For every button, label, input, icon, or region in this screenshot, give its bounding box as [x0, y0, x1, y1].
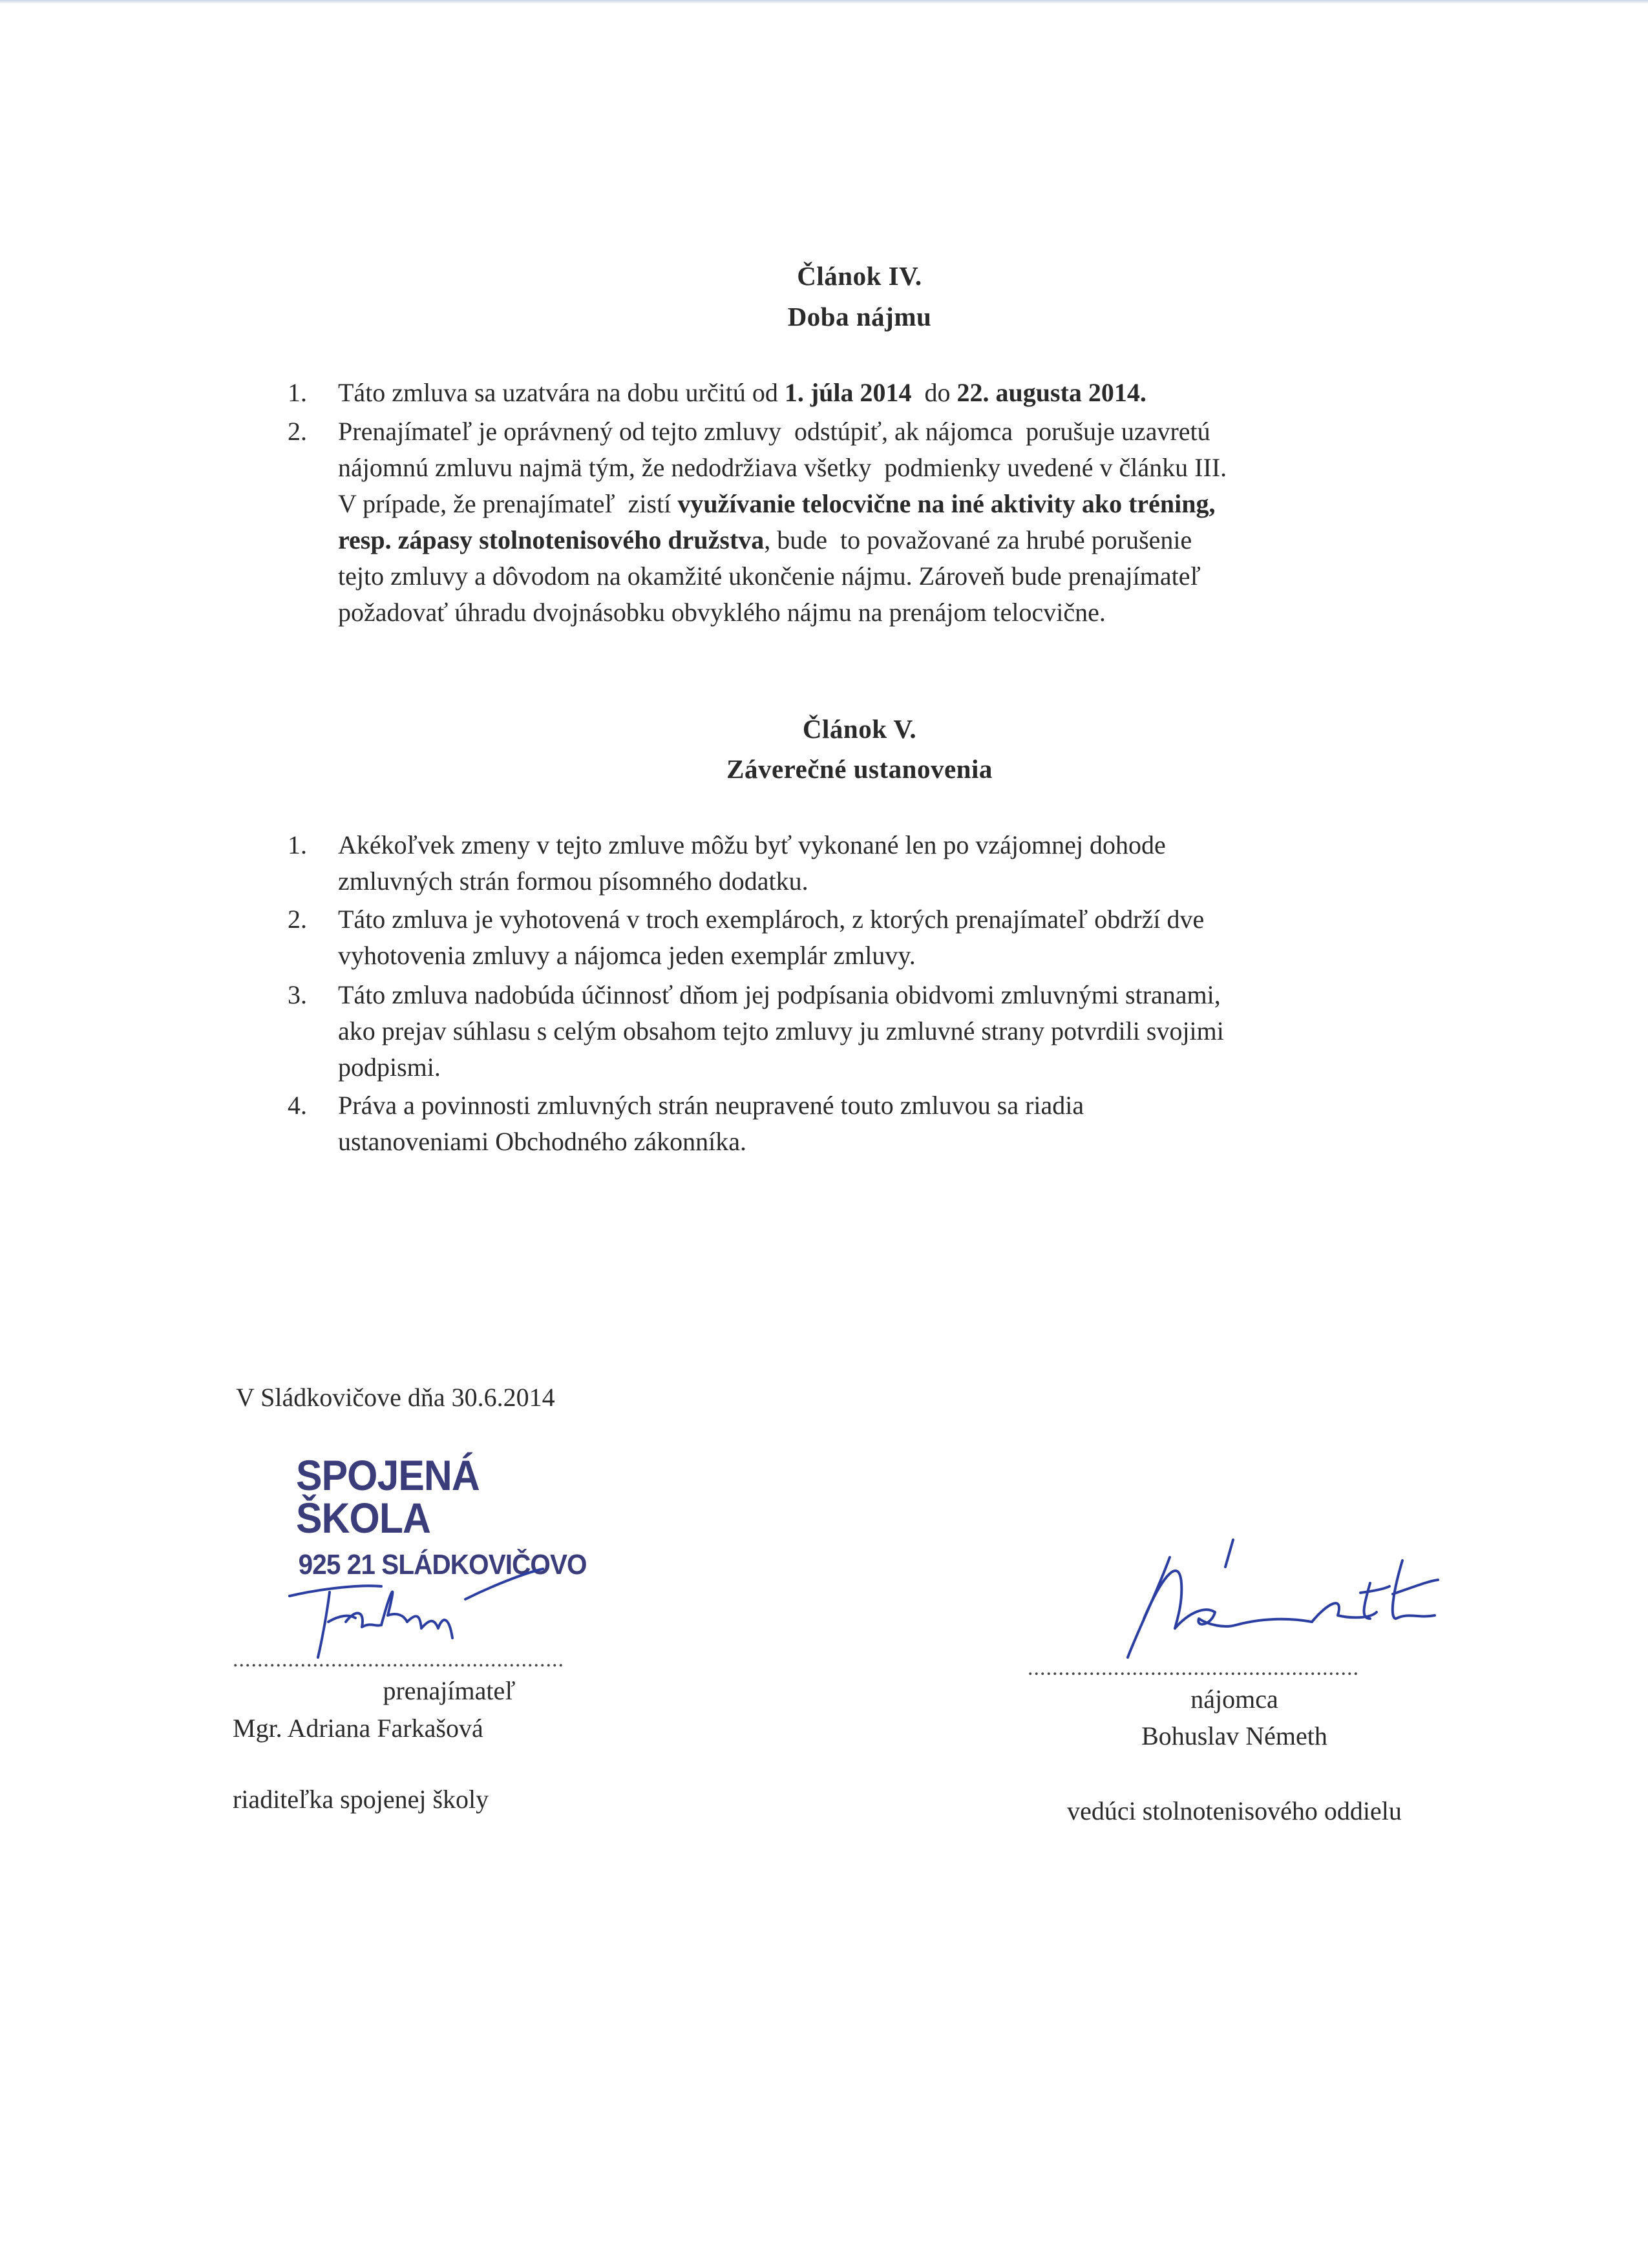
- clause-text-segment: podpismi.: [338, 1053, 441, 1082]
- tenant-role: nájomca: [1190, 1685, 1278, 1714]
- tenant-position: vedúci stolnotenisového oddielu: [1067, 1796, 1402, 1825]
- clause-line: [338, 1124, 1516, 1160]
- article-5-clause-2: [288, 901, 1516, 974]
- landlord-role: prenajímateľ: [383, 1676, 516, 1705]
- clause-text-segment: Táto zmluva nadobúda účinnosť dňom jej podpísania obidvomi zmluvnými stranami,: [338, 980, 1221, 1009]
- clause-line: [338, 558, 1516, 594]
- article-4-clause-2: [288, 414, 1516, 631]
- article-4-subtitle: Doba nájmu: [787, 302, 932, 331]
- clause-text: [338, 375, 1516, 411]
- clause-line: [338, 901, 1516, 938]
- clause-text-segment: tejto zmluvy a dôvodom na okamžité ukončenie nájmu. Zároveň bude prenajímateľ: [338, 562, 1201, 591]
- tenant-signature-line: ......................................................: [1028, 1657, 1359, 1679]
- article-5-title: Článok V.: [802, 714, 917, 744]
- stamp-line-2: 925 21 SLÁDKOVIČOVO: [298, 1549, 587, 1580]
- landlord-signature-line: ......................................................: [233, 1649, 564, 1671]
- article-4-title: Článok IV.: [797, 261, 922, 291]
- clause-line: [338, 486, 1516, 522]
- clause-text-segment: ako prejav súhlasu s celým obsahom tejto zmluvy ju zmluvné strany potvrdili svojimi: [338, 1016, 1224, 1045]
- clause-text-segment: vyhotovenia zmluvy a nájomca jeden exemplár zmluvy.: [338, 941, 916, 970]
- clause-bold-segment: využívanie telocvične na iné aktivity ako tréning,: [677, 489, 1216, 518]
- article-5-clause-4: [288, 1087, 1516, 1160]
- clause-text: [338, 901, 1516, 974]
- clause-line: [338, 1087, 1516, 1124]
- clause-text: [338, 977, 1516, 1086]
- scan-edge: [0, 0, 1648, 4]
- clause-text-segment: požadovať úhradu dvojnásobku obvyklého nájmu na prenájom telocvične.: [338, 598, 1106, 627]
- clause-line: [338, 375, 1516, 411]
- clause-number: 3.: [288, 980, 307, 1009]
- clause-text-segment: ustanoveniami Obchodného zákonníka.: [338, 1127, 747, 1156]
- clause-line: [338, 1049, 1516, 1086]
- clause-text-segment: Práva a povinnosti zmluvných strán neupravené touto zmluvou sa riadia: [338, 1091, 1084, 1120]
- clause-line: [338, 414, 1516, 450]
- clause-text-segment: zmluvných strán formou písomného dodatku.: [338, 866, 808, 896]
- clause-text-segment: , bude to považované za hrubé porušenie: [764, 525, 1192, 554]
- clause-line: [338, 938, 1516, 974]
- clause-text-segment: Prenajímateľ je oprávnený od tejto zmluvy odstúpiť, ak nájomca porušuje uzavretú: [338, 417, 1210, 446]
- clause-bold-segment: 22. augusta 2014.: [956, 378, 1146, 407]
- place-date: V Sládkovičove dňa 30.6.2014: [236, 1383, 555, 1412]
- clause-text-segment: Akékoľvek zmeny v tejto zmluve môžu byť vykonané len po vzájomnej dohode: [338, 830, 1166, 859]
- clause-text: [338, 827, 1516, 899]
- landlord-position: riaditeľka spojenej školy: [233, 1785, 489, 1814]
- clause-text: [338, 414, 1516, 631]
- clause-text-segment: nájomnú zmluvu najmä tým, že nedodržiava všetky podmienky uvedené v článku III.: [338, 453, 1227, 482]
- clause-number: 4.: [288, 1091, 307, 1120]
- clause-text-segment: V prípade, že prenajímateľ zistí: [338, 489, 678, 518]
- article-5-clause-3: [288, 977, 1516, 1086]
- clause-number: 1.: [288, 378, 307, 407]
- clause-bold-segment: resp. zápasy stolnotenisového družstva: [338, 525, 765, 554]
- clause-number: 1.: [288, 830, 307, 859]
- tenant-signature: [1066, 1522, 1467, 1664]
- clause-line: [338, 522, 1516, 558]
- article-5-subtitle: Záverečné ustanovenia: [726, 754, 993, 784]
- clause-bold-segment: 1. júla 2014: [784, 378, 912, 407]
- article-4-clause-1: [288, 375, 1516, 411]
- stamp-line-1: SPOJENÁ ŠKOLA: [296, 1451, 480, 1542]
- clause-text-segment: do: [911, 378, 957, 407]
- clause-line: [338, 827, 1516, 863]
- tenant-name: Bohuslav Németh: [1141, 1721, 1327, 1750]
- clause-line: [338, 1013, 1516, 1049]
- clause-number: 2.: [288, 417, 307, 446]
- clause-text-segment: Táto zmluva je vyhotovená v troch exemplároch, z ktorých prenajímateľ obdrží dve: [338, 905, 1205, 934]
- clause-line: [338, 977, 1516, 1013]
- clause-number: 2.: [288, 905, 307, 934]
- clause-line: [338, 450, 1516, 486]
- article-5-clause-1: [288, 827, 1516, 899]
- clause-line: [338, 863, 1516, 899]
- clause-text: [338, 1087, 1516, 1160]
- landlord-name: Mgr. Adriana Farkašová: [233, 1714, 483, 1743]
- clause-line: [338, 594, 1516, 631]
- clause-text-segment: Táto zmluva sa uzatvára na dobu určitú od: [338, 378, 785, 407]
